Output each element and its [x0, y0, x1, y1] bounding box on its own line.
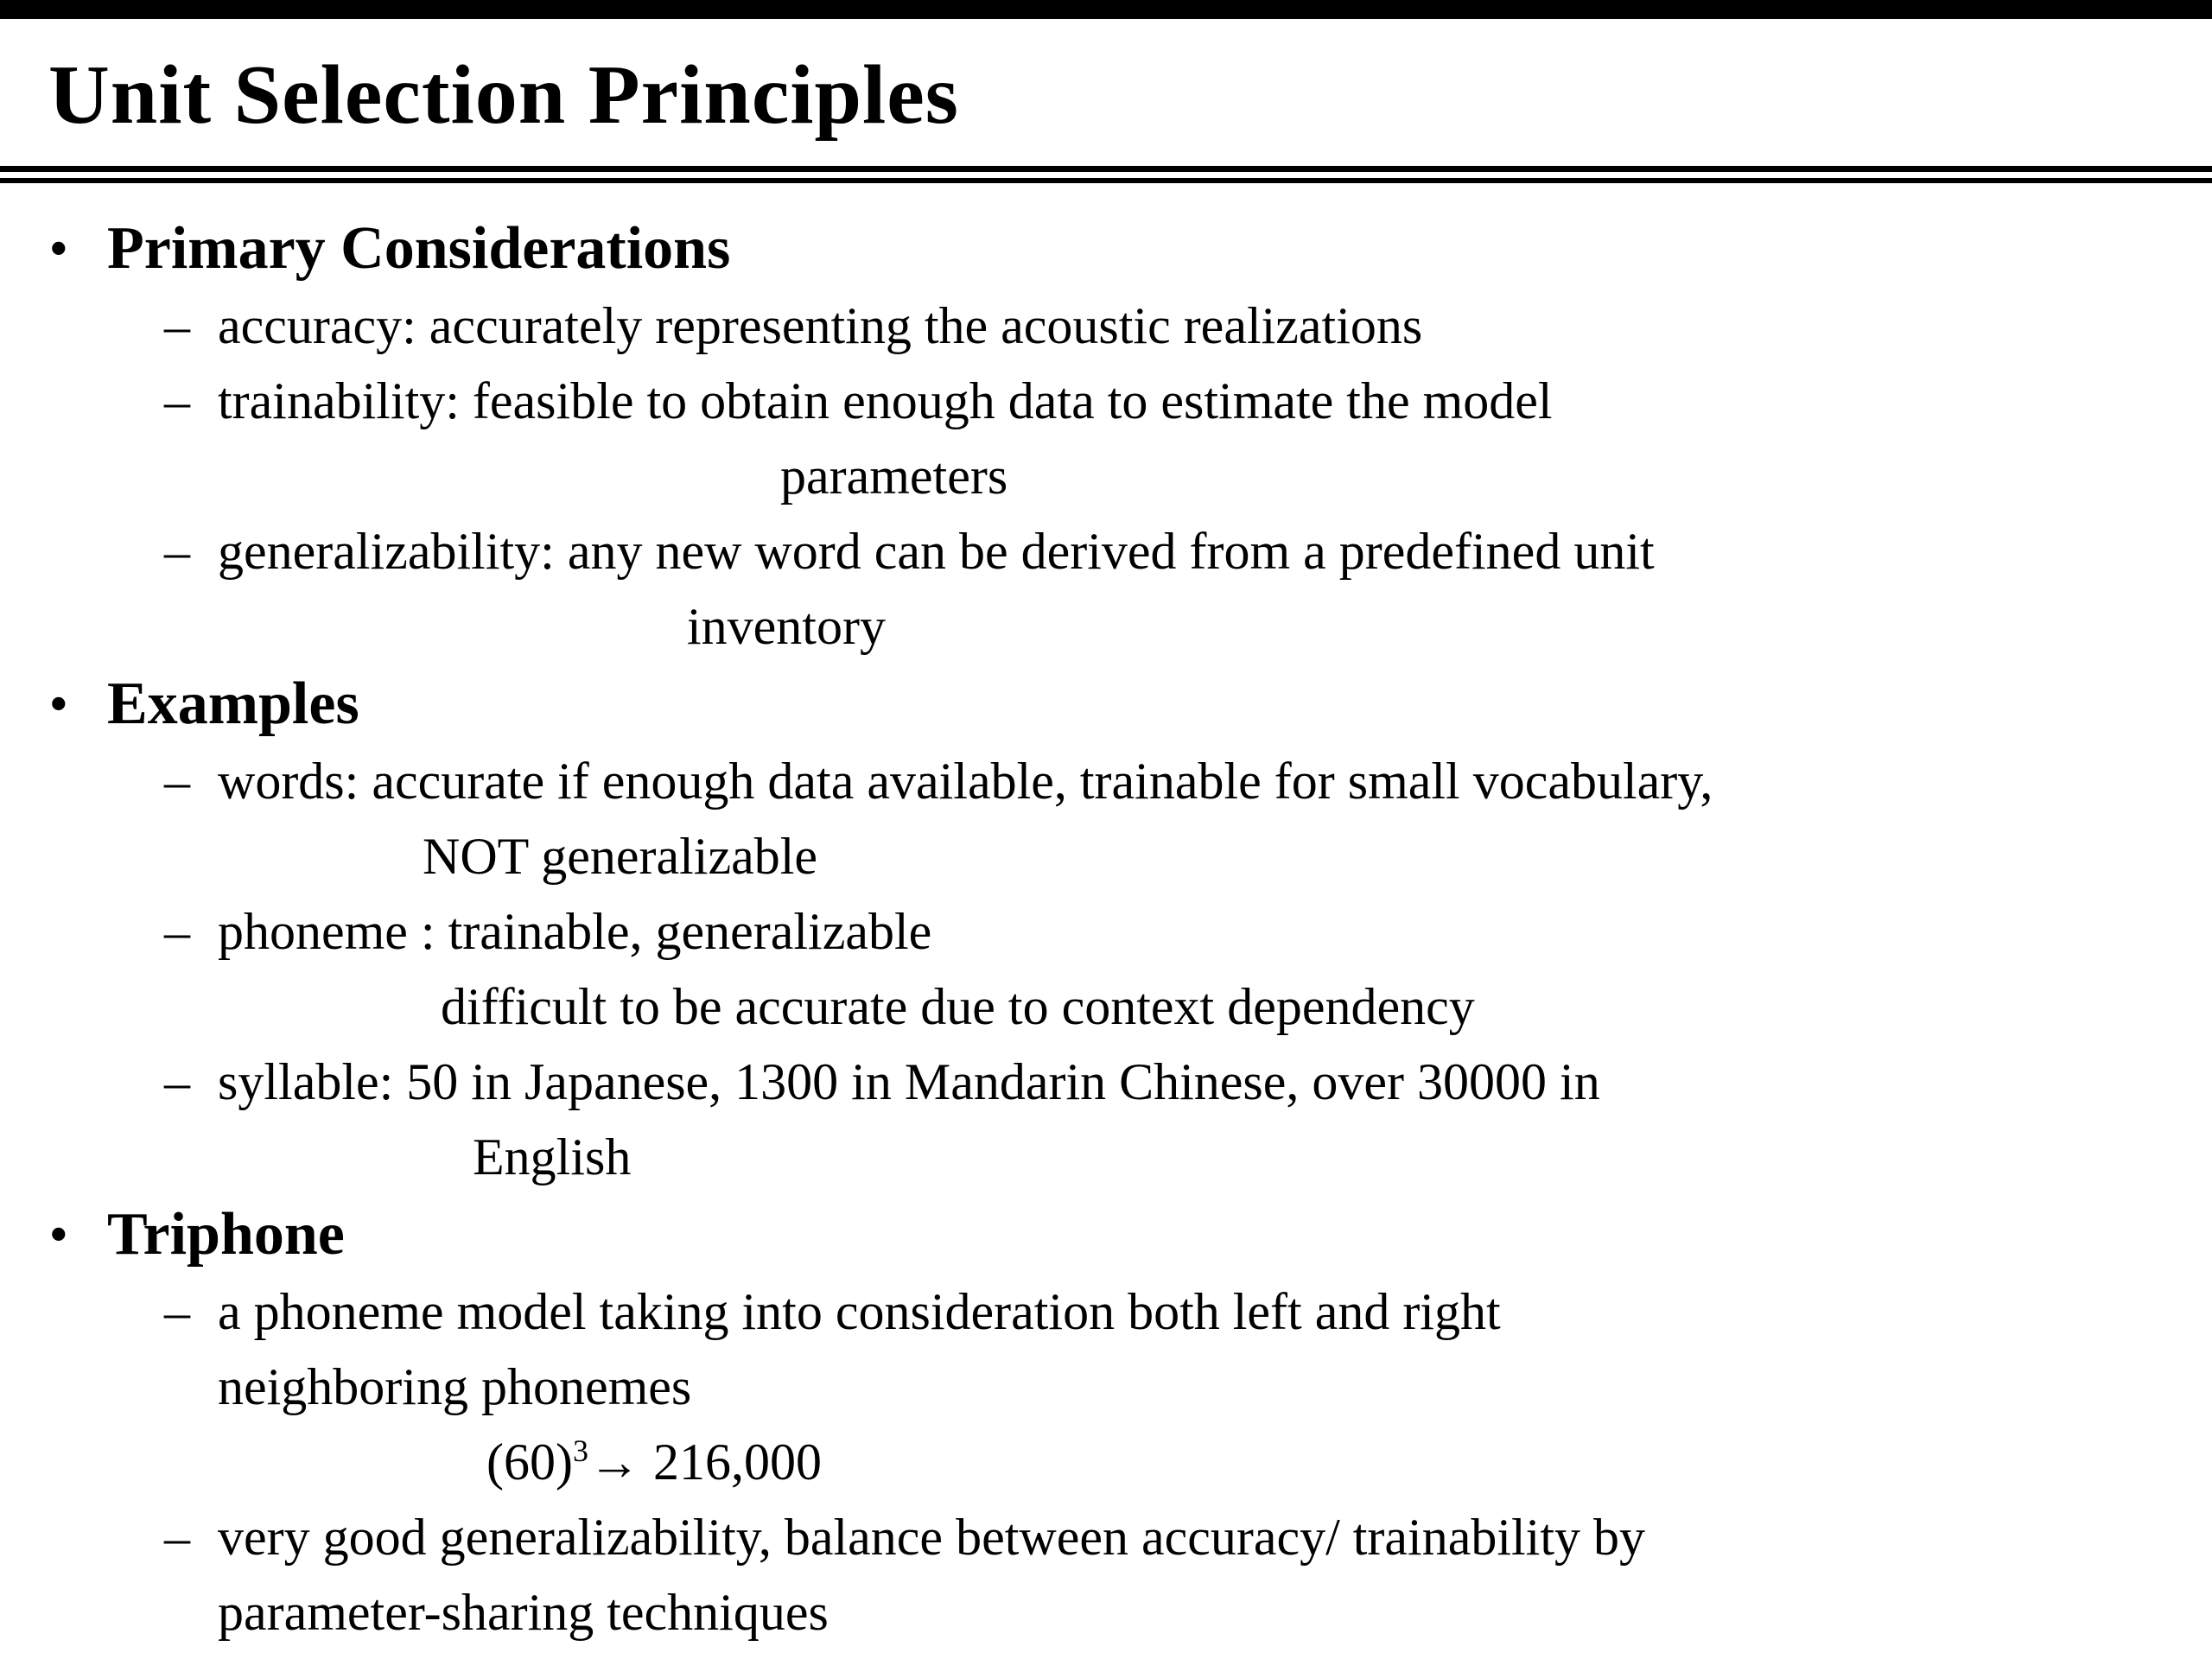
formula-superscript: 3	[572, 1433, 588, 1468]
section-triphone	[0, 1195, 2212, 1650]
continuation-line: difficult to be accurate due to context dependency	[441, 977, 1475, 1035]
item-text	[218, 894, 2212, 1045]
list-item	[164, 1500, 2212, 1650]
item-text	[218, 1045, 2212, 1195]
item-text	[218, 744, 2212, 894]
section-heading: Primary Considerations	[107, 214, 731, 282]
section-heading: Triphone	[107, 1200, 345, 1268]
top-bar	[0, 0, 2212, 19]
list-item	[164, 364, 2212, 514]
section-heading-row	[50, 1195, 2212, 1274]
continuation-line: NOT generalizable	[423, 827, 818, 885]
section-heading-row	[50, 664, 2212, 744]
list-item	[164, 289, 2212, 364]
list-item	[164, 514, 2212, 664]
bullet-icon: •	[50, 677, 67, 731]
slide-content	[0, 183, 2212, 1650]
list-item	[164, 894, 2212, 1045]
continuation-line: neighboring phonemes	[218, 1357, 692, 1415]
continuation-line: parameter-sharing techniques	[218, 1583, 829, 1641]
list-item	[164, 1274, 2212, 1500]
formula-rest: → 216,000	[588, 1433, 822, 1491]
section-examples	[0, 664, 2212, 1195]
item-text	[218, 514, 2212, 664]
formula-line	[218, 1425, 2212, 1500]
item-line: a phoneme model taking into consideration both left and right	[218, 1282, 1501, 1340]
item-text	[218, 289, 2212, 364]
continuation-line: parameters	[780, 447, 1008, 505]
item-text	[218, 1500, 2212, 1650]
dash-icon: –	[164, 522, 190, 580]
section-primary-considerations	[0, 209, 2212, 664]
item-text	[218, 364, 2212, 514]
item-line: syllable: 50 in Japanese, 1300 in Mandarin Chinese, over 30000 in	[218, 1052, 1600, 1110]
dash-icon: –	[164, 902, 190, 960]
item-line: generalizability: any new word can be derived from a predefined unit	[218, 522, 1655, 580]
dash-icon: –	[164, 1282, 190, 1340]
item-line: very good generalizability, balance between accuracy/ trainability by	[218, 1508, 1646, 1566]
dash-icon: –	[164, 296, 190, 354]
list-item	[164, 744, 2212, 894]
item-line: phoneme : trainable, generalizable	[218, 902, 932, 960]
item-line: words: accurate if enough data available, trainable for small vocabulary,	[218, 752, 1713, 810]
title-divider	[0, 166, 2212, 183]
continuation-line: English	[473, 1128, 632, 1185]
dash-icon: –	[164, 372, 190, 429]
bullet-icon: •	[50, 221, 67, 276]
list-item	[164, 1045, 2212, 1195]
dash-icon: –	[164, 752, 190, 810]
section-heading: Examples	[107, 670, 359, 737]
bullet-icon: •	[50, 1207, 67, 1262]
dash-icon: –	[164, 1508, 190, 1566]
section-heading-row	[50, 209, 2212, 289]
dash-icon: –	[164, 1052, 190, 1110]
continuation-line: inventory	[687, 597, 886, 655]
item-line: accuracy: accurately representing the acoustic realizations	[218, 296, 1423, 354]
item-text	[218, 1274, 2212, 1500]
page-title: Unit Selection Principles	[48, 48, 959, 142]
formula-base: (60)	[486, 1433, 573, 1491]
item-line: trainability: feasible to obtain enough data to estimate the model	[218, 372, 1553, 429]
